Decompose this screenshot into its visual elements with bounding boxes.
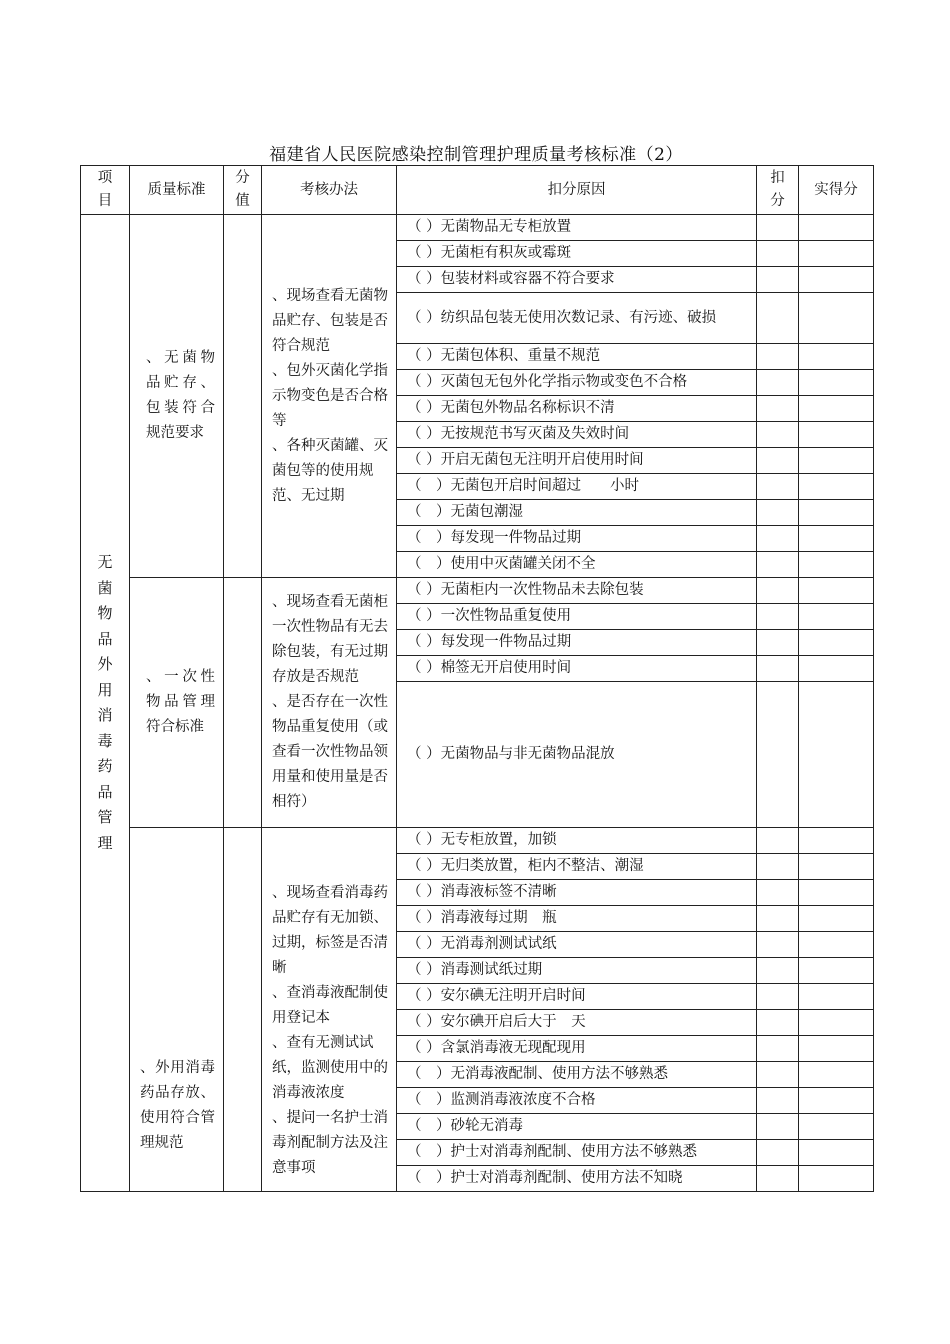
standard-cell-1 bbox=[130, 215, 224, 578]
method-item: 、提问一名护士消毒剂配制方法及注意事项 bbox=[272, 1109, 388, 1176]
reason-item: （ ）砂轮无消毒 bbox=[397, 1114, 757, 1140]
actual-cell[interactable] bbox=[799, 370, 874, 396]
actual-cell[interactable] bbox=[799, 656, 874, 682]
deduct-cell[interactable] bbox=[757, 1140, 799, 1166]
method-item: 、查消毒液配制使用登记本 bbox=[272, 984, 388, 1026]
deduct-cell[interactable] bbox=[757, 1062, 799, 1088]
deduct-cell[interactable] bbox=[757, 906, 799, 932]
actual-cell[interactable] bbox=[799, 526, 874, 552]
standard-text-2: 、一次性物品管理符合标准 bbox=[146, 669, 215, 735]
reason-item: （ ）灭菌包无包外化学指示物或变色不合格 bbox=[397, 370, 757, 396]
reason-item: （ ）含氯消毒液无现配现用 bbox=[397, 1036, 757, 1062]
actual-cell[interactable] bbox=[799, 630, 874, 656]
deduct-cell[interactable] bbox=[757, 854, 799, 880]
table-row bbox=[81, 828, 874, 854]
actual-cell[interactable] bbox=[799, 474, 874, 500]
deduct-cell[interactable] bbox=[757, 422, 799, 448]
reason-item: （ ）消毒液每过期 瓶 bbox=[397, 906, 757, 932]
actual-cell[interactable] bbox=[799, 578, 874, 604]
reason-item: （ ）包装材料或容器不符合要求 bbox=[397, 267, 757, 293]
deduct-cell[interactable] bbox=[757, 293, 799, 344]
deduct-cell[interactable] bbox=[757, 1010, 799, 1036]
deduct-cell[interactable] bbox=[757, 604, 799, 630]
actual-cell[interactable] bbox=[799, 984, 874, 1010]
deduct-cell[interactable] bbox=[757, 474, 799, 500]
deduct-cell[interactable] bbox=[757, 344, 799, 370]
deduct-cell[interactable] bbox=[757, 932, 799, 958]
reason-item: （ ）开启无菌包无注明开启使用时间 bbox=[397, 448, 757, 474]
actual-cell[interactable] bbox=[799, 552, 874, 578]
header-score: 分值 bbox=[224, 166, 262, 215]
deduct-cell[interactable] bbox=[757, 1036, 799, 1062]
deduct-cell[interactable] bbox=[757, 526, 799, 552]
reason-item: （ ）每发现一件物品过期 bbox=[397, 630, 757, 656]
reason-item: （ ）护士对消毒剂配制、使用方法不够熟悉 bbox=[397, 1140, 757, 1166]
actual-cell[interactable] bbox=[799, 958, 874, 984]
actual-cell[interactable] bbox=[799, 828, 874, 854]
method-item: 、现场查看无菌物品贮存、包装是否符合规范 bbox=[272, 287, 388, 354]
table-row bbox=[81, 578, 874, 604]
reason-item: （ ）一次性物品重复使用 bbox=[397, 604, 757, 630]
header-standard: 质量标准 bbox=[130, 166, 224, 215]
actual-cell[interactable] bbox=[799, 906, 874, 932]
actual-cell[interactable] bbox=[799, 1088, 874, 1114]
actual-cell[interactable] bbox=[799, 267, 874, 293]
actual-cell[interactable] bbox=[799, 1036, 874, 1062]
reason-item: （ ）使用中灭菌罐关闭不全 bbox=[397, 552, 757, 578]
reason-item: （ ）棉签无开启使用时间 bbox=[397, 656, 757, 682]
reason-item: （ ）无消毒液配制、使用方法不够熟悉 bbox=[397, 1062, 757, 1088]
reason-item: （ ）护士对消毒剂配制、使用方法不知晓 bbox=[397, 1166, 757, 1192]
actual-cell[interactable] bbox=[799, 604, 874, 630]
method-item: 、包外灭菌化学指示物变色是否合格等 bbox=[272, 362, 388, 429]
header-actual: 实得分 bbox=[799, 166, 874, 215]
reason-item: （ ）无归类放置，柜内不整洁、潮湿 bbox=[397, 854, 757, 880]
deduct-cell[interactable] bbox=[757, 448, 799, 474]
reason-item: （ ）每发现一件物品过期 bbox=[397, 526, 757, 552]
reason-item: （ ）消毒液标签不清晰 bbox=[397, 880, 757, 906]
method-item: 、现场查看无菌柜一次性物品有无去除包装，有无过期存放是否规范 bbox=[272, 594, 388, 685]
assessment-table bbox=[80, 165, 874, 1192]
actual-cell[interactable] bbox=[799, 500, 874, 526]
reason-item: （ ）监测消毒液浓度不合格 bbox=[397, 1088, 757, 1114]
reason-item: （ ）无菌柜有积灰或霉斑 bbox=[397, 241, 757, 267]
method-cell-3 bbox=[262, 828, 397, 1192]
method-item: 、查有无测试试纸，监测使用中的消毒液浓度 bbox=[272, 1034, 388, 1101]
deduct-cell[interactable] bbox=[757, 984, 799, 1010]
reason-item: （ ）无菌柜内一次性物品未去除包装 bbox=[397, 578, 757, 604]
standard-text-1: 、无菌物品贮存、包装符合规范要求 bbox=[146, 350, 215, 441]
reason-item: （ ）无菌包潮湿 bbox=[397, 500, 757, 526]
reason-item: （ ）无按规范书写灭菌及失效时间 bbox=[397, 422, 757, 448]
reason-item: （ ）无菌物品无专柜放置 bbox=[397, 215, 757, 241]
actual-cell[interactable] bbox=[799, 1140, 874, 1166]
actual-cell[interactable] bbox=[799, 241, 874, 267]
deduct-cell[interactable] bbox=[757, 682, 799, 828]
actual-cell[interactable] bbox=[799, 215, 874, 241]
deduct-cell[interactable] bbox=[757, 958, 799, 984]
deduct-cell[interactable] bbox=[757, 267, 799, 293]
header-deduct: 扣分 bbox=[757, 166, 799, 215]
page-title: 福建省人民医院感染控制管理护理质量考核标准（2） bbox=[269, 145, 683, 165]
reason-item: （ ）纺织品包装无使用次数记录、有污迹、破损 bbox=[397, 293, 757, 344]
deduct-cell[interactable] bbox=[757, 880, 799, 906]
table-header-row bbox=[81, 166, 874, 215]
method-item: 、现场查看消毒药品贮存有无加锁、过期，标签是否清晰 bbox=[272, 884, 388, 976]
actual-cell[interactable] bbox=[799, 854, 874, 880]
reason-item: （ ）无菌包开启时间超过 小时 bbox=[397, 474, 757, 500]
actual-cell[interactable] bbox=[799, 1010, 874, 1036]
method-item: 、各种灭菌罐、灭菌包等的使用规范、无过期 bbox=[272, 437, 388, 504]
standard-text-3: 、外用消毒药品存放、使用符合管理规范 bbox=[140, 1060, 215, 1151]
deduct-cell[interactable] bbox=[757, 1166, 799, 1192]
actual-cell[interactable] bbox=[799, 932, 874, 958]
actual-cell[interactable] bbox=[799, 1062, 874, 1088]
table-row bbox=[81, 215, 874, 241]
deduct-cell[interactable] bbox=[757, 1088, 799, 1114]
deduct-cell[interactable] bbox=[757, 630, 799, 656]
reason-item: （ ）安尔碘无注明开启时间 bbox=[397, 984, 757, 1010]
deduct-cell[interactable] bbox=[757, 241, 799, 267]
reason-item: （ ）无消毒剂测试试纸 bbox=[397, 932, 757, 958]
project-cell bbox=[81, 215, 130, 1192]
deduct-cell[interactable] bbox=[757, 828, 799, 854]
actual-cell[interactable] bbox=[799, 396, 874, 422]
deduct-cell[interactable] bbox=[757, 552, 799, 578]
header-reason: 扣分原因 bbox=[397, 166, 757, 215]
score-cell-2 bbox=[224, 578, 262, 828]
reason-item: （ ）无专柜放置，加锁 bbox=[397, 828, 757, 854]
reason-item: （ ）无菌包外物品名称标识不清 bbox=[397, 396, 757, 422]
header-method: 考核办法 bbox=[262, 166, 397, 215]
method-cell-1 bbox=[262, 215, 397, 578]
deduct-cell[interactable] bbox=[757, 578, 799, 604]
reason-item: （ ）无菌物品与非无菌物品混放 bbox=[397, 682, 757, 828]
deduct-cell[interactable] bbox=[757, 215, 799, 241]
score-cell-3 bbox=[224, 828, 262, 1192]
actual-cell[interactable] bbox=[799, 448, 874, 474]
actual-cell[interactable] bbox=[799, 422, 874, 448]
actual-cell[interactable] bbox=[799, 880, 874, 906]
reason-item: （ ）消毒测试纸过期 bbox=[397, 958, 757, 984]
actual-cell[interactable] bbox=[799, 1166, 874, 1192]
method-cell-2 bbox=[262, 578, 397, 828]
standard-cell-2 bbox=[130, 578, 224, 828]
standard-cell-3 bbox=[130, 828, 224, 1192]
score-cell-1 bbox=[224, 215, 262, 578]
deduct-cell[interactable] bbox=[757, 370, 799, 396]
actual-cell[interactable] bbox=[799, 1114, 874, 1140]
actual-cell[interactable] bbox=[799, 682, 874, 828]
actual-cell[interactable] bbox=[799, 344, 874, 370]
method-item: 、是否存在一次性物品重复使用（或查看一次性物品领用量和使用量是否相符） bbox=[272, 694, 388, 810]
project-label: 无菌物品外用消毒药品管理 bbox=[97, 553, 113, 852]
deduct-cell[interactable] bbox=[757, 500, 799, 526]
reason-item: （ ）无菌包体积、重量不规范 bbox=[397, 344, 757, 370]
header-project: 项目 bbox=[81, 166, 130, 215]
deduct-cell[interactable] bbox=[757, 656, 799, 682]
actual-cell[interactable] bbox=[799, 293, 874, 344]
deduct-cell[interactable] bbox=[757, 396, 799, 422]
deduct-cell[interactable] bbox=[757, 1114, 799, 1140]
reason-item: （ ）安尔碘开启后大于 天 bbox=[397, 1010, 757, 1036]
